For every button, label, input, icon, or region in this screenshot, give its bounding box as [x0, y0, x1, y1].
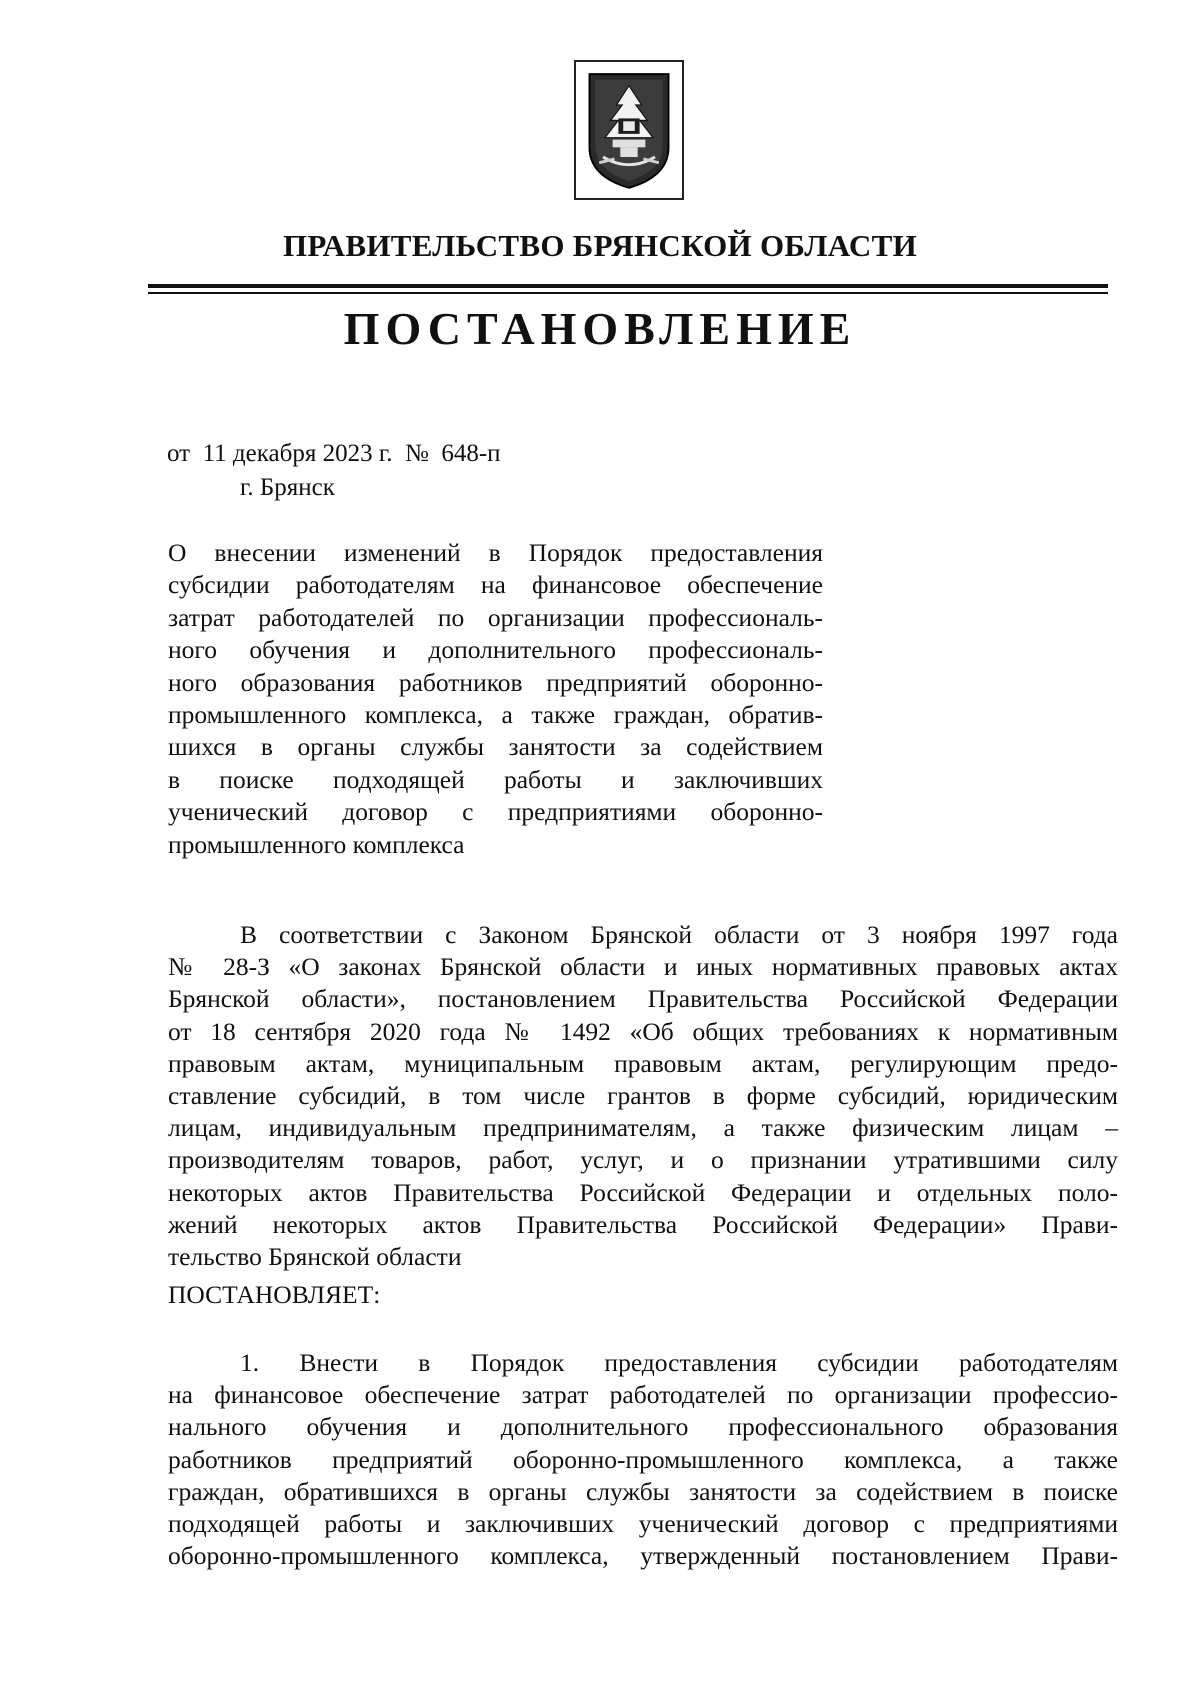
item-1-line: 1. Внести в Порядок предоставления субсидии работодателям [240, 1348, 1118, 1377]
government-title: ПРАВИТЕЛЬСТВО БРЯНСКОЙ ОБЛАСТИ [282, 228, 918, 263]
item-1-line: на финансовое обеспечение затрат работодателей по организации профессио- [168, 1380, 1118, 1410]
preamble-line: производителям товаров, работ, услуг, и о признании утратившими силу [168, 1145, 1118, 1175]
preamble-line: В соответствии с Законом Брянской области от 3 ноября 1997 года [240, 920, 1118, 949]
subject-line: ного обучения и дополнительного профессиональ- [168, 635, 823, 665]
subject-line: в поиске подходящей работы и заключивших [168, 764, 823, 794]
preamble-line: № 28-З «О законах Брянской области и иных нормативных правовых актах [168, 952, 1118, 982]
item-1-line: работников предприятий оборонно-промышленного комплекса, а также [168, 1444, 1118, 1474]
preamble-line: ставление субсидий, в том числе грантов в форме субсидий, юридическим [168, 1081, 1118, 1111]
subject-line: ученический договор с предприятиями оборонно- [168, 797, 823, 827]
coat-of-arms-emblem [574, 60, 684, 200]
preamble-line: Брянской области», постановлением Правительства Российской Федерации [168, 984, 1118, 1014]
city: г. Брянск [240, 474, 335, 501]
preamble-line: от 18 сентября 2020 года № 1492 «Об общих требованиях к нормативным [168, 1016, 1118, 1046]
item-1-line: подходящей работы и заключивших ученический договор с предприятиями [168, 1509, 1118, 1539]
preamble-line: лицам, индивидуальным предпринимателям, а также физическим лицам – [168, 1113, 1118, 1143]
preamble-line: жений некоторых актов Правительства Российской Федерации» Прави- [168, 1209, 1118, 1239]
subject-line: затрат работодателей по организации профессиональ- [168, 602, 823, 632]
item-1-line: нального обучения и дополнительного профессионального образования [168, 1412, 1118, 1442]
document-type-title: ПОСТАНОВЛЕНИЕ [343, 303, 857, 354]
subject-line: ного образования работников предприятий оборонно- [168, 667, 823, 697]
subject-line: промышленного комплекса, а также граждан, обратив- [168, 700, 823, 730]
preamble-line: тельство Брянской области [168, 1242, 462, 1272]
preamble-line: некоторых актов Правительства Российской Федерации и отдельных поло- [168, 1177, 1118, 1207]
subject-line: субсидии работодателям на финансовое обеспечение [168, 570, 823, 600]
coat-of-arms-icon [576, 62, 682, 198]
preamble-line: правовым актам, муниципальным правовым актам, регулирующим предо- [168, 1048, 1118, 1078]
subject-line: шихся в органы службы занятости за содействием [168, 732, 823, 762]
header-divider-thin [148, 292, 1108, 294]
decides-heading: ПОСТАНОВЛЯЕТ: [168, 1280, 381, 1309]
item-1-paragraph [168, 1347, 1118, 1572]
header-divider-thick [148, 284, 1108, 288]
document-subject [168, 537, 823, 861]
date-and-number: от 11 декабря 2023 г. № 648-п [167, 440, 501, 467]
preamble-paragraph [168, 919, 1118, 1273]
item-1-line: оборонно-промышленного комплекса, утвержденный постановлением Прави- [168, 1541, 1118, 1571]
subject-line: О внесении изменений в Порядок предоставления [168, 538, 823, 567]
subject-line: промышленного комплекса [168, 829, 465, 859]
item-1-line: граждан, обратившихся в органы службы занятости за содействием в поиске [168, 1476, 1118, 1506]
